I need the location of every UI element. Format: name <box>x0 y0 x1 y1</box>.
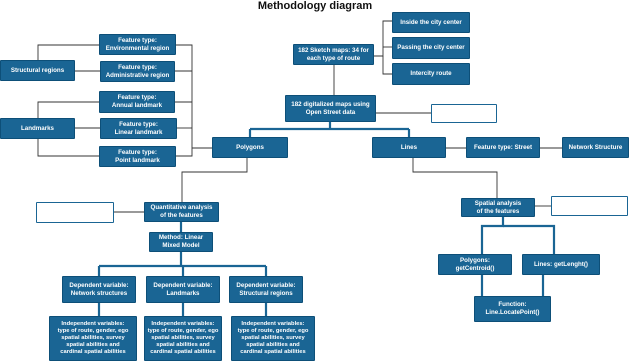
node-dep-landmarks: Dependent variable: Landmarks <box>146 276 220 303</box>
node-method-lmm: Method: Linear Mixed Model <box>149 232 213 252</box>
node-quantitative-analysis: Quantitative analysis of the features <box>144 202 219 222</box>
node-independent-variables-2: Independent variables: type of route, gender, ego spatial abilities, survey spatial abilities and cardinal spatial abilities <box>144 316 222 361</box>
node-polygons: Polygons <box>212 137 288 158</box>
node-passing-city-center: Passing the city center <box>392 37 470 59</box>
node-independent-variables-1: Independent variables: type of route, gender, ego spatial abilities, survey spatial abilities and cardinal spatial abilities <box>49 316 137 361</box>
node-landmarks: Landmarks <box>0 118 75 139</box>
node-qgis-tool <box>551 196 628 216</box>
node-independent-variables-3: Independent variables: type of route, gender, ego spatial abilities, survey spatial abilities and cardinal spatial abilities <box>231 316 315 361</box>
diagram-title: Methodology diagram <box>257 0 373 12</box>
connector-pnt-to-landmarks <box>38 139 99 156</box>
connector-spatial-to-centroid <box>482 217 503 254</box>
connector-ann-to-landmarks <box>38 102 99 119</box>
node-environmental-region: Feature type: Environmental region <box>99 34 176 55</box>
node-sketch-maps: 182 Sketch maps: 34 for each type of route <box>293 44 374 65</box>
node-line-locate-point: Function: Line.LocatePoint() <box>474 296 551 322</box>
node-structural-regions: Structural regions <box>0 60 75 81</box>
node-street: Feature type: Street <box>466 137 540 158</box>
node-inside-city-center: Inside the city center <box>392 12 470 33</box>
connector-polygons-to-quant <box>182 158 247 202</box>
node-dep-network-structures: Dependent variable: Network structures <box>62 276 136 303</box>
node-get-length: Lines: getLenght() <box>522 254 600 275</box>
node-annual-landmark: Feature type: Annual landmark <box>99 91 175 113</box>
connector-sketch-to-intercity <box>383 56 392 74</box>
node-rstudio-tool <box>36 202 114 223</box>
node-arcgis-tool <box>431 104 497 123</box>
connector-spatial-to-length <box>503 226 554 254</box>
connector-sketch-to-inside <box>374 21 392 56</box>
node-intercity-route: Intercity route <box>392 63 470 85</box>
node-point-landmark: Feature type: Point landmark <box>99 146 176 167</box>
node-dep-structural-regions: Dependent variable: Structural regions <box>229 276 303 303</box>
node-spatial-analysis: Spatial analysis of the features <box>461 198 535 217</box>
node-get-centroid: Polygons: getCentroid() <box>438 254 512 275</box>
node-administrative-region: Feature type: Administrative region <box>100 61 175 82</box>
node-lines: Lines <box>372 137 446 158</box>
connector-lines-to-spatial <box>413 158 497 198</box>
node-digitalized-maps: 182 digitalized maps using Open Street data <box>285 95 376 122</box>
node-network-structure: Network Structure <box>562 137 629 158</box>
node-linear-landmark: Feature type: Linear landmark <box>100 118 177 139</box>
connector-feature-bus <box>176 45 192 156</box>
